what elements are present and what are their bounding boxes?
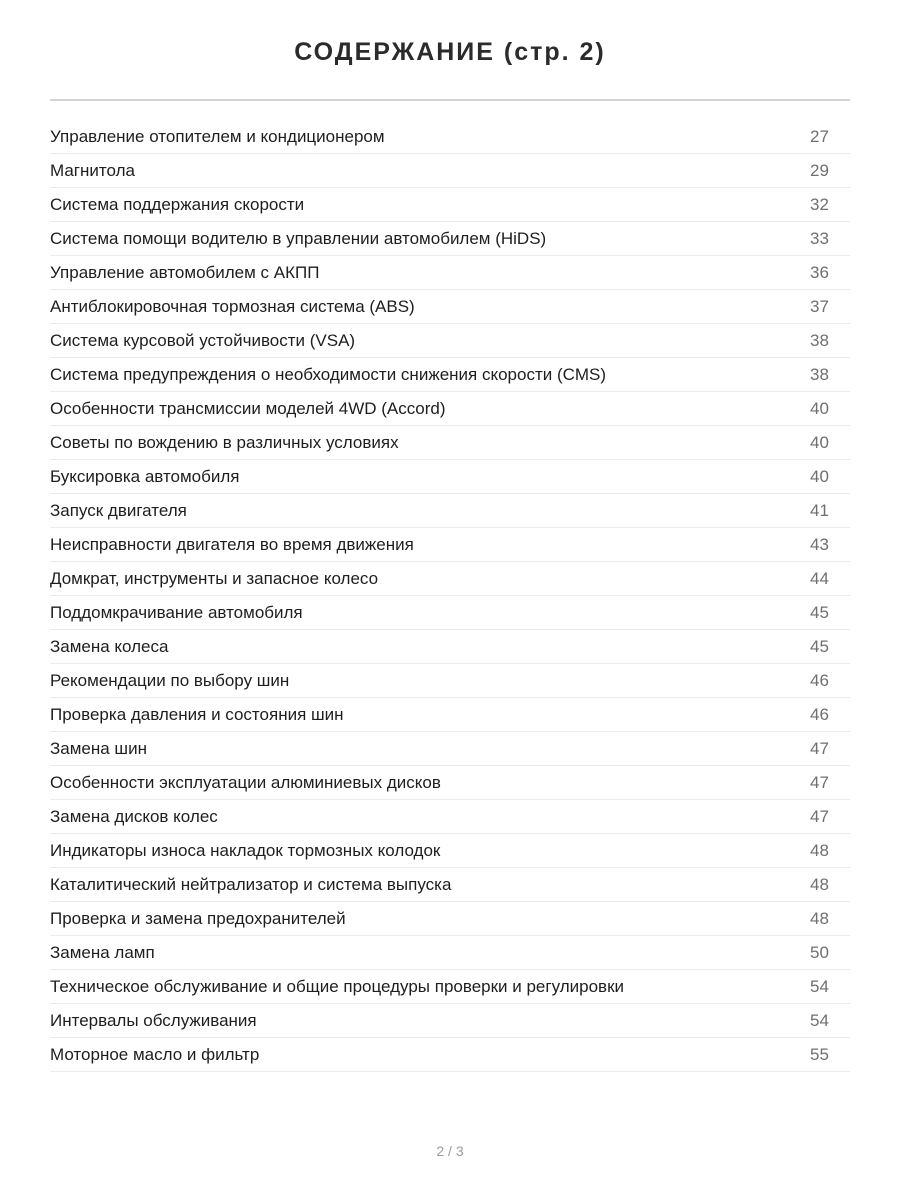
toc-entry-page-number: 54 (810, 976, 829, 996)
toc-entry-page-number: 41 (810, 500, 829, 520)
toc-entry-title: Система курсовой устойчивости (VSA) (50, 330, 356, 350)
toc-entry[interactable] (50, 188, 850, 222)
toc-entry-title: Неисправности двигателя во время движения (50, 534, 414, 554)
toc-entry-title: Особенности эксплуатации алюминиевых дисков (50, 772, 441, 792)
toc-entry[interactable] (50, 324, 850, 358)
toc-entry-title: Особенности трансмиссии моделей 4WD (Accord) (50, 398, 446, 418)
toc-entry-page-number: 40 (810, 466, 829, 486)
toc-entry[interactable] (50, 834, 850, 868)
toc-entry-title: Интервалы обслуживания (50, 1010, 257, 1030)
toc-entry-page-number: 27 (810, 126, 829, 146)
toc-entry-page-number: 46 (810, 704, 829, 724)
toc-entry-title: Замена дисков колес (50, 806, 218, 826)
toc-entry-page-number: 46 (810, 670, 829, 690)
toc-entry[interactable] (50, 902, 850, 936)
toc-entry[interactable] (50, 392, 850, 426)
toc-entry[interactable] (50, 1038, 850, 1072)
toc-entry-title: Каталитический нейтрализатор и система выпуска (50, 874, 452, 894)
toc-entry-page-number: 40 (810, 432, 829, 452)
toc-entry-page-number: 47 (810, 806, 829, 826)
toc-entry-title: Замена шин (50, 738, 147, 758)
toc-entry[interactable] (50, 596, 850, 630)
toc-entry[interactable] (50, 698, 850, 732)
toc-entry-title: Индикаторы износа накладок тормозных колодок (50, 840, 441, 860)
toc-entry-page-number: 44 (810, 568, 829, 588)
toc-entry[interactable] (50, 426, 850, 460)
toc-entry[interactable] (50, 222, 850, 256)
page-title: СОДЕРЖАНИЕ (стр. 2) (294, 38, 606, 66)
toc-entry[interactable] (50, 290, 850, 324)
toc-entry[interactable] (50, 664, 850, 698)
toc-entry[interactable] (50, 154, 850, 188)
toc-entry-title: Замена колеса (50, 636, 169, 656)
toc-entry[interactable] (50, 936, 850, 970)
toc-entry-title: Рекомендации по выбору шин (50, 670, 290, 690)
toc-entry-page-number: 48 (810, 874, 829, 894)
toc-entry-title: Замена ламп (50, 942, 155, 962)
toc-entry-page-number: 47 (810, 738, 829, 758)
toc-entry[interactable] (50, 120, 850, 154)
toc-entry[interactable] (50, 630, 850, 664)
toc-entry-title: Управление отопителем и кондиционером (50, 126, 385, 146)
toc-entry-title: Система поддержания скорости (50, 194, 305, 214)
toc-entry-title: Советы по вождению в различных условиях (50, 432, 399, 452)
toc-entry-page-number: 33 (810, 228, 829, 248)
toc-entry-page-number: 38 (810, 364, 829, 384)
toc-entry-title: Управление автомобилем с АКПП (50, 262, 320, 282)
toc-entry[interactable] (50, 256, 850, 290)
page-counter: 2 / 3 (436, 1143, 464, 1159)
toc-entry-page-number: 32 (810, 194, 829, 214)
toc-entry[interactable] (50, 766, 850, 800)
toc-entry-page-number: 48 (810, 840, 829, 860)
toc-entry-page-number: 54 (810, 1010, 829, 1030)
toc-entry-title: Поддомкрачивание автомобиля (50, 602, 303, 622)
title-divider (50, 99, 850, 101)
toc-entry[interactable] (50, 494, 850, 528)
toc-entry-title: Техническое обслуживание и общие процедуры проверки и регулировки (50, 976, 625, 996)
toc-entry[interactable] (50, 358, 850, 392)
toc-entry-page-number: 37 (810, 296, 829, 316)
toc-entry[interactable] (50, 460, 850, 494)
toc-entry-title: Проверка и замена предохранителей (50, 908, 346, 928)
toc-entry-title: Домкрат, инструменты и запасное колесо (50, 568, 379, 588)
toc-entry-page-number: 50 (810, 942, 829, 962)
toc-entry-title: Система предупреждения о необходимости снижения скорости (CMS) (50, 364, 607, 384)
toc-entry[interactable] (50, 562, 850, 596)
toc-entry-title: Проверка давления и состояния шин (50, 704, 344, 724)
toc-entry-page-number: 47 (810, 772, 829, 792)
toc-entry[interactable] (50, 970, 850, 1004)
toc-entry-title: Антиблокировочная тормозная система (ABS) (50, 296, 415, 316)
toc-entry[interactable] (50, 1004, 850, 1038)
toc-entry-title: Буксировка автомобиля (50, 466, 240, 486)
toc-entry-title: Моторное масло и фильтр (50, 1044, 260, 1064)
toc-entry[interactable] (50, 868, 850, 902)
toc-entry-page-number: 29 (810, 160, 829, 180)
toc-entry[interactable] (50, 528, 850, 562)
toc-entry-page-number: 40 (810, 398, 829, 418)
toc-entry-title: Запуск двигателя (50, 500, 187, 520)
toc-entry-page-number: 48 (810, 908, 829, 928)
toc-entry-title: Магнитола (50, 160, 135, 180)
toc-entry-page-number: 55 (810, 1044, 829, 1064)
toc-entry[interactable] (50, 800, 850, 834)
toc-entry-page-number: 38 (810, 330, 829, 350)
toc-entry-page-number: 36 (810, 262, 829, 282)
toc-entry-title: Система помощи водителю в управлении автомобилем (HiDS) (50, 228, 547, 248)
toc-entry-page-number: 43 (810, 534, 829, 554)
toc-entry-page-number: 45 (810, 636, 829, 656)
toc-entry[interactable] (50, 732, 850, 766)
toc-entry-page-number: 45 (810, 602, 829, 622)
table-of-contents (50, 120, 850, 1072)
